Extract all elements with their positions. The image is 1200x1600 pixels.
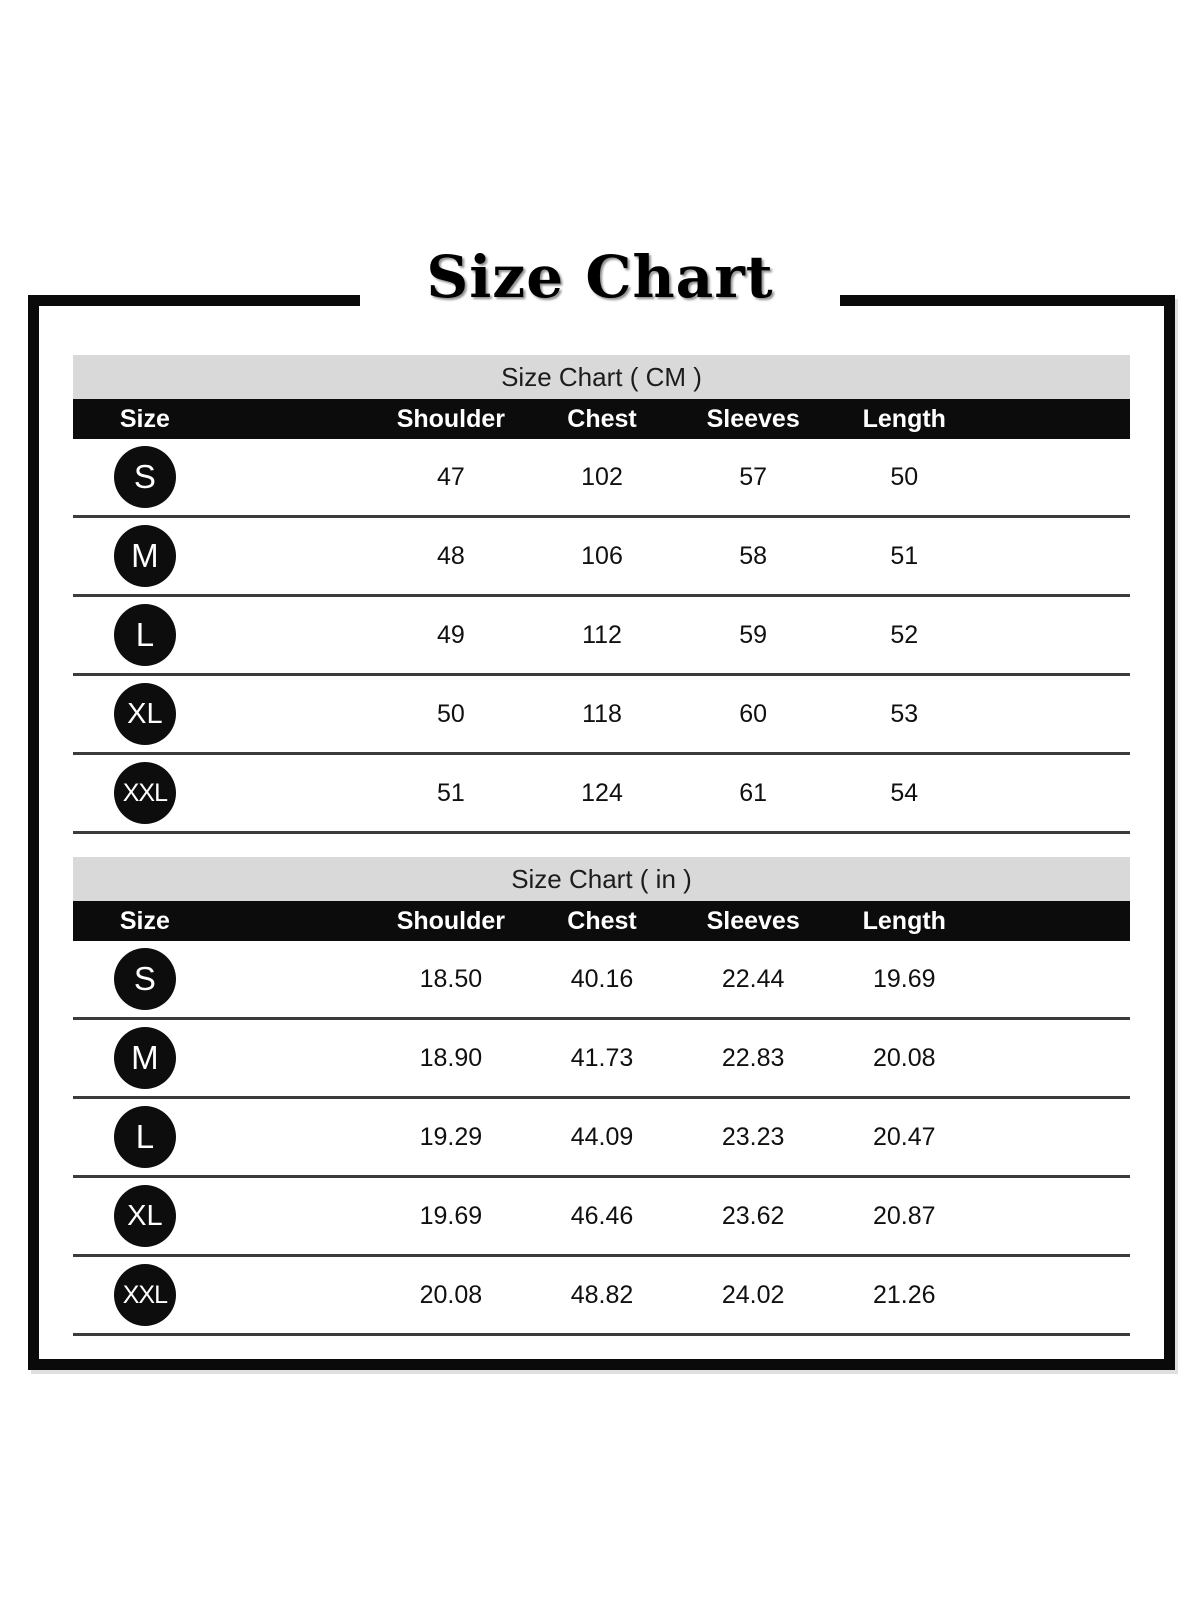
chest-cell: 112 [526,596,677,675]
sleeves-cell: 22.83 [678,1019,829,1098]
length-cell: 21.26 [829,1256,980,1335]
length-cell: 50 [829,439,980,517]
size-cell [73,941,217,1019]
spacer-cell [980,1019,1130,1098]
chest-cell: 41.73 [526,1019,677,1098]
spacer-cell [217,1098,376,1177]
header-spacer [217,901,376,941]
size-cell [73,1098,217,1177]
spacer-cell [217,517,376,596]
chest-cell: 40.16 [526,941,677,1019]
spacer-cell [980,675,1130,754]
length-cell: 51 [829,517,980,596]
header-spacer [217,399,376,439]
spacer-cell [217,675,376,754]
size-cell [73,1177,217,1256]
size-badge: L [114,1106,176,1168]
shoulder-cell: 47 [375,439,526,517]
page-title-text: Size Chart [360,241,839,313]
chest-cell: 106 [526,517,677,596]
size-chart-frame [28,295,1175,1370]
column-header-chest: Chest [526,901,677,941]
spacer-cell [980,596,1130,675]
sleeves-cell: 22.44 [678,941,829,1019]
spacer-cell [217,596,376,675]
shoulder-cell: 50 [375,675,526,754]
sleeves-cell: 24.02 [678,1256,829,1335]
table-title-band [73,857,1130,901]
table-title: Size Chart ( in ) [73,857,1130,901]
spacer-cell [980,517,1130,596]
sleeves-cell: 23.23 [678,1098,829,1177]
spacer-cell [980,754,1130,833]
spacer-cell [217,1256,376,1335]
spacer-cell [217,1177,376,1256]
sleeves-cell: 60 [678,675,829,754]
shoulder-cell: 20.08 [375,1256,526,1335]
length-cell: 20.08 [829,1019,980,1098]
shoulder-cell: 51 [375,754,526,833]
header-spacer [980,399,1130,439]
column-header-length: Length [829,901,980,941]
header-spacer [980,901,1130,941]
spacer-cell [217,1019,376,1098]
size-cell [73,1256,217,1335]
spacer-cell [980,1177,1130,1256]
page-title [0,241,1200,313]
size-cell [73,1019,217,1098]
column-header-row [73,901,1130,941]
spacer-cell [217,754,376,833]
spacer-cell [980,1098,1130,1177]
size-cell [73,754,217,833]
size-badge: S [114,446,176,508]
chest-cell: 46.46 [526,1177,677,1256]
column-header-chest: Chest [526,399,677,439]
size-table-in [73,857,1130,1336]
table-row [73,1098,1130,1177]
size-cell [73,517,217,596]
table-title-band [73,355,1130,399]
shoulder-cell: 49 [375,596,526,675]
column-header-size: Size [73,901,217,941]
size-cell [73,675,217,754]
size-cell [73,596,217,675]
table-row [73,1256,1130,1335]
length-cell: 20.47 [829,1098,980,1177]
table-row [73,675,1130,754]
column-header-sleeves: Sleeves [678,399,829,439]
length-cell: 19.69 [829,941,980,1019]
table-row [73,517,1130,596]
size-badge: L [114,604,176,666]
spacer-cell [217,439,376,517]
size-badge: M [114,525,176,587]
spacer-cell [980,941,1130,1019]
size-cell [73,439,217,517]
table-row [73,1019,1130,1098]
sleeves-cell: 58 [678,517,829,596]
size-badge: XXL [114,1264,176,1326]
table-row [73,941,1130,1019]
size-badge: XL [114,1185,176,1247]
table-row [73,754,1130,833]
size-badge: S [114,948,176,1010]
spacer-cell [980,439,1130,517]
column-header-row [73,399,1130,439]
size-badge: M [114,1027,176,1089]
chest-cell: 118 [526,675,677,754]
length-cell: 20.87 [829,1177,980,1256]
column-header-sleeves: Sleeves [678,901,829,941]
table-row [73,596,1130,675]
sleeves-cell: 23.62 [678,1177,829,1256]
spacer-cell [980,1256,1130,1335]
sleeves-cell: 61 [678,754,829,833]
shoulder-cell: 18.50 [375,941,526,1019]
sleeves-cell: 57 [678,439,829,517]
sleeves-cell: 59 [678,596,829,675]
column-header-shoulder: Shoulder [375,901,526,941]
length-cell: 53 [829,675,980,754]
column-header-size: Size [73,399,217,439]
length-cell: 52 [829,596,980,675]
shoulder-cell: 18.90 [375,1019,526,1098]
table-title: Size Chart ( CM ) [73,355,1130,399]
size-badge: XL [114,683,176,745]
chest-cell: 48.82 [526,1256,677,1335]
chest-cell: 102 [526,439,677,517]
column-header-shoulder: Shoulder [375,399,526,439]
column-header-length: Length [829,399,980,439]
size-badge: XXL [114,762,176,824]
table-row [73,1177,1130,1256]
spacer-cell [217,941,376,1019]
chest-cell: 44.09 [526,1098,677,1177]
length-cell: 54 [829,754,980,833]
size-table-cm [73,355,1130,834]
shoulder-cell: 19.29 [375,1098,526,1177]
shoulder-cell: 48 [375,517,526,596]
shoulder-cell: 19.69 [375,1177,526,1256]
table-row [73,439,1130,517]
chest-cell: 124 [526,754,677,833]
